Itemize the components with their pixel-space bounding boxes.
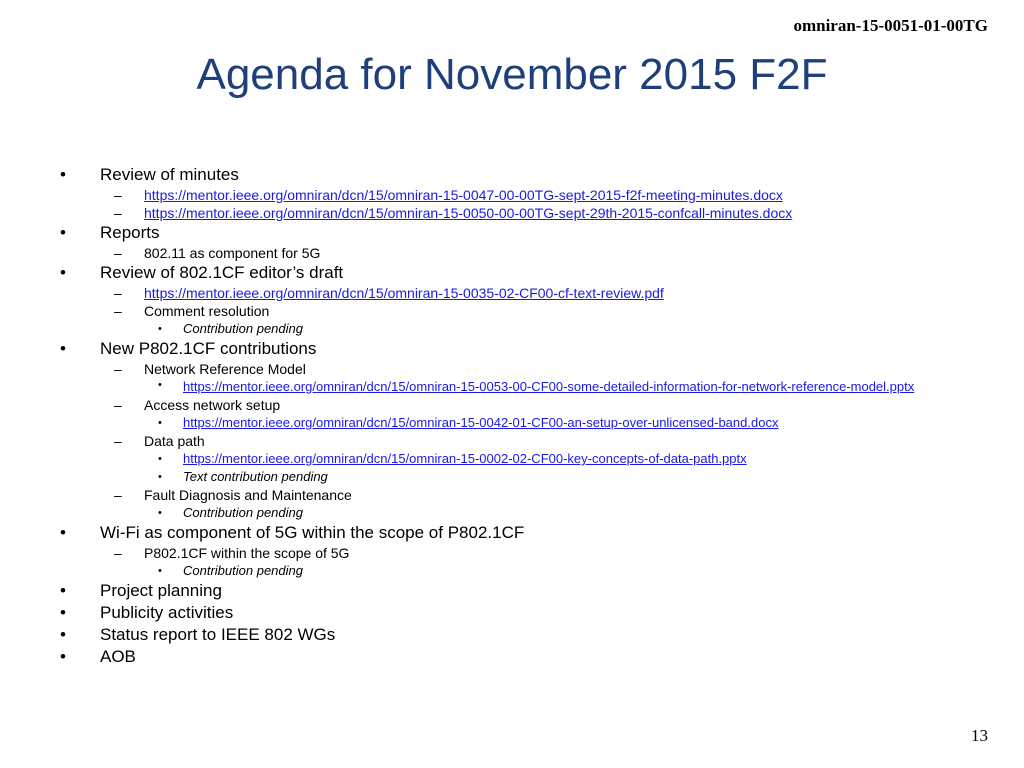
bullet-icon: •	[60, 223, 66, 242]
bullet-icon: •	[158, 507, 162, 519]
agenda-subsubitem	[58, 562, 958, 580]
agenda-item-label: Publicity activities	[100, 603, 234, 622]
bullet-icon: •	[60, 263, 66, 282]
bullet-icon: •	[158, 379, 162, 391]
agenda-subitem	[58, 432, 958, 450]
dash-icon: –	[114, 545, 122, 561]
dash-icon: –	[114, 303, 122, 319]
agenda-subitem	[58, 396, 958, 414]
agenda-subitem-label: P802.1CF within the scope of 5G	[144, 545, 350, 561]
bullet-icon: •	[60, 647, 66, 666]
agenda-item-label: Wi-Fi as component of 5G within the scope of P802.1CF	[100, 523, 525, 542]
agenda-subitem	[58, 302, 958, 320]
bullet-icon: •	[60, 581, 66, 600]
agenda-item-status-report	[58, 624, 958, 646]
agenda-item-review-minutes	[58, 164, 958, 186]
access-network-setup-link[interactable]: https://mentor.ieee.org/omniran/dcn/15/omniran-15-0042-01-CF00-an-setup-over-unlicensed-band.docx	[183, 415, 779, 430]
pending-note: Text contribution pending	[183, 469, 328, 484]
minutes-link-sept-f2f[interactable]: https://mentor.ieee.org/omniran/dcn/15/omniran-15-0047-00-00TG-sept-2015-f2f-meeting-minutes.docx	[144, 187, 783, 203]
bullet-icon: •	[158, 417, 162, 429]
agenda-list	[58, 164, 958, 668]
agenda-subitem	[58, 204, 958, 222]
agenda-item-label: Status report to IEEE 802 WGs	[100, 625, 336, 644]
dash-icon: –	[114, 285, 122, 301]
agenda-subitem	[58, 486, 958, 504]
bullet-icon: •	[60, 523, 66, 542]
dash-icon: –	[114, 487, 122, 503]
bullet-icon: •	[158, 323, 162, 335]
agenda-subsubitem	[58, 378, 923, 396]
agenda-item-aob	[58, 646, 958, 668]
agenda-subsubitem	[58, 450, 958, 468]
bullet-icon: •	[158, 471, 162, 483]
agenda-item-label: Project planning	[100, 581, 222, 600]
slide-title: Agenda for November 2015 F2F	[196, 50, 828, 99]
agenda-subitem	[58, 244, 958, 262]
agenda-subitem	[58, 284, 958, 302]
agenda-item-label: New P802.1CF contributions	[100, 339, 317, 358]
page-number: 13	[971, 726, 988, 745]
bullet-icon: •	[60, 603, 66, 622]
agenda-subitem-label: Network Reference Model	[144, 361, 306, 377]
agenda-item-label: Review of minutes	[100, 165, 239, 184]
agenda-subitem-label: Comment resolution	[144, 303, 270, 319]
pending-note: Contribution pending	[183, 563, 303, 578]
agenda-subsubitem	[58, 504, 958, 522]
dash-icon: –	[114, 245, 122, 261]
network-reference-model-link[interactable]: https://mentor.ieee.org/omniran/dcn/15/omniran-15-0053-00-CF00-some-detailed-information-for-network-reference-model.pptx	[183, 379, 915, 394]
agenda-item-wifi	[58, 522, 958, 544]
agenda-subitem	[58, 360, 958, 378]
bullet-icon: •	[60, 165, 66, 184]
agenda-subitem-label: 802.11 as component for 5G	[144, 245, 321, 261]
cf-text-review-link[interactable]: https://mentor.ieee.org/omniran/dcn/15/omniran-15-0035-02-CF00-cf-text-review.pdf	[144, 285, 664, 301]
agenda-item-reports	[58, 222, 958, 244]
agenda-item-publicity	[58, 602, 958, 624]
dash-icon: –	[114, 433, 122, 449]
bullet-icon: •	[60, 625, 66, 644]
agenda-item-label: Reports	[100, 223, 160, 242]
agenda-item-contributions	[58, 338, 958, 360]
agenda-subitem-label: Data path	[144, 433, 205, 449]
agenda-subsubitem	[58, 468, 958, 486]
minutes-link-sept-29-confcall[interactable]: https://mentor.ieee.org/omniran/dcn/15/omniran-15-0050-00-00TG-sept-29th-2015-confcall-minutes.docx	[144, 205, 793, 221]
agenda-subitem	[58, 544, 958, 562]
bullet-icon: •	[158, 565, 162, 577]
data-path-link[interactable]: https://mentor.ieee.org/omniran/dcn/15/omniran-15-0002-02-CF00-key-concepts-of-data-path.pptx	[183, 451, 747, 466]
agenda-item-label: Review of 802.1CF editor’s draft	[100, 263, 344, 282]
agenda-item-project-planning	[58, 580, 958, 602]
agenda-subsubitem	[58, 414, 958, 432]
bullet-icon: •	[158, 453, 162, 465]
dash-icon: –	[114, 187, 122, 203]
agenda-item-label: AOB	[100, 647, 136, 666]
agenda-subsubitem	[58, 320, 958, 338]
agenda-subitem-label: Fault Diagnosis and Maintenance	[144, 487, 352, 503]
agenda-item-editor-draft	[58, 262, 958, 284]
agenda-subitem	[58, 186, 958, 204]
dash-icon: –	[114, 205, 122, 221]
document-id: omniran-15-0051-01-00TG	[793, 16, 988, 35]
pending-note: Contribution pending	[183, 321, 303, 336]
bullet-icon: •	[60, 339, 66, 358]
agenda-subitem-label: Access network setup	[144, 397, 281, 413]
pending-note: Contribution pending	[183, 505, 303, 520]
dash-icon: –	[114, 361, 122, 377]
dash-icon: –	[114, 397, 122, 413]
